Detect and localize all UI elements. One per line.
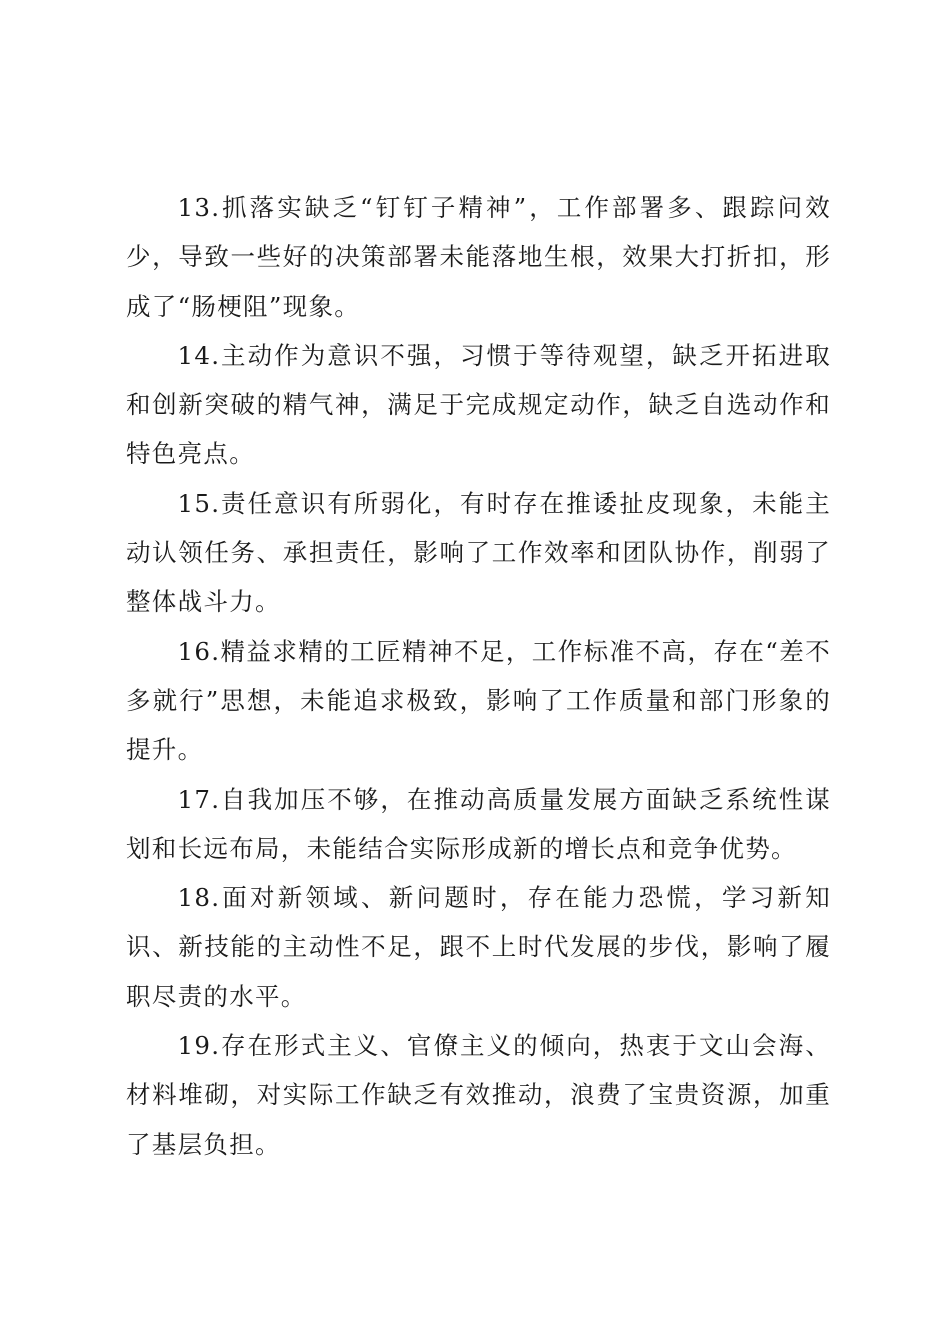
paragraph-13: 13.抓落实缺乏“钉钉子精神”，工作部署多、跟踪问效少，导致一些好的决策部署未能落地生根，效果大打折扣，形成了“肠梗阻”现象。 [126, 193, 831, 321]
paragraph-18: 18.面对新领域、新问题时，存在能力恐慌，学习新知识、新技能的主动性不足，跟不上时代发展的步伐，影响了履职尽责的水平。 [126, 883, 831, 1011]
paragraph-15: 15.责任意识有所弱化，有时存在推诿扯皮现象，未能主动认领任务、承担责任，影响了工作效率和团队协作，削弱了整体战斗力。 [126, 488, 831, 617]
paragraph-19: 19.存在形式主义、官僚主义的倾向，热衷于文山会海、材料堆砌，对实际工作缺乏有效推动，浪费了宝贵资源，加重了基层负担。 [126, 1031, 831, 1159]
paragraph-17: 17.自我加压不够，在推动高质量发展方面缺乏系统性谋划和长远布局，未能结合实际形成新的增长点和竞争优势。 [126, 784, 831, 863]
paragraph-16: 16.精益求精的工匠精神不足，工作标准不高，存在“差不多就行”思想，未能追求极致，影响了工作质量和部门形象的提升。 [126, 636, 831, 765]
document-body [126, 183, 831, 1169]
paragraph-14: 14.主动作为意识不强，习惯于等待观望，缺乏开拓进取和创新突破的精气神，满足于完成规定动作，缺乏自选动作和特色亮点。 [126, 340, 831, 469]
